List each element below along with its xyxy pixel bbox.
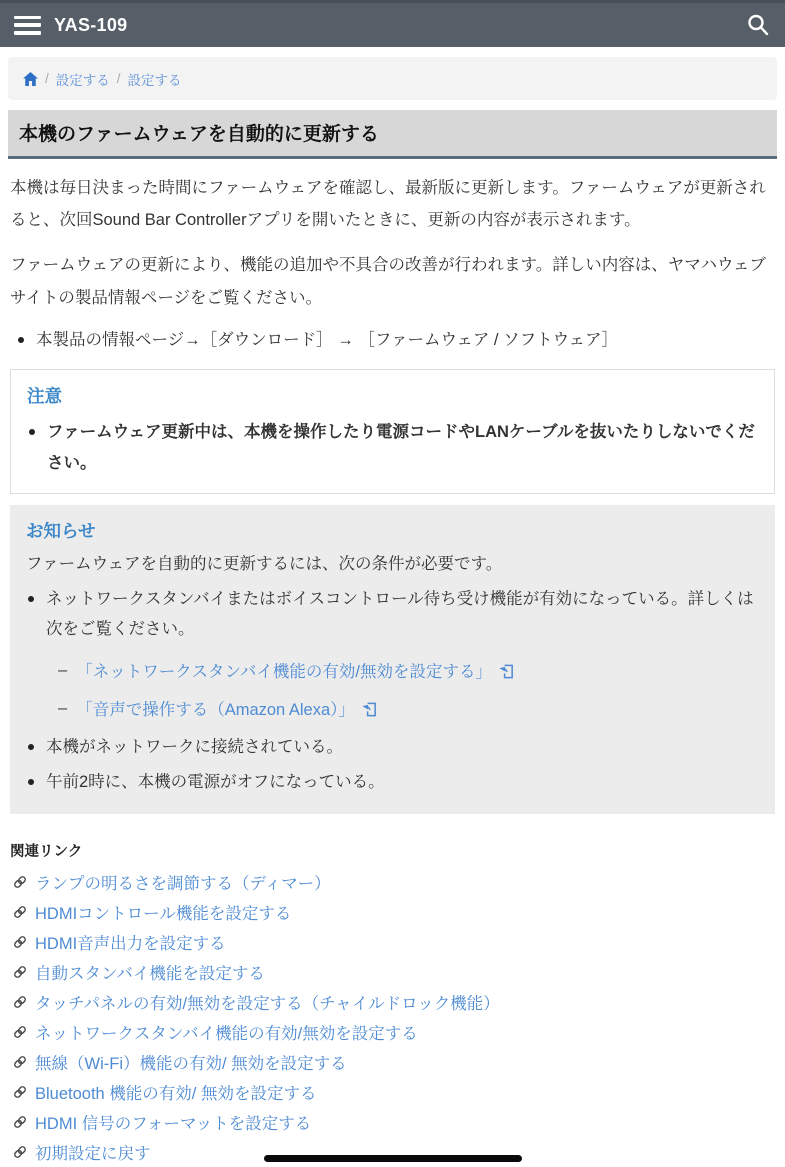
link-chain-icon	[12, 1054, 28, 1070]
link-wifi-enable[interactable]: 無線（Wi-Fi）機能の有効/ 無効を設定する	[35, 1054, 347, 1073]
bullet-dot	[28, 596, 34, 602]
link-network-standby[interactable]: ネットワークスタンバイ機能の有効/無効を設定する	[35, 1024, 418, 1043]
related-link-row	[10, 957, 775, 987]
link-label: 「ネットワークスタンバイ機能の有効/無効を設定する」	[76, 663, 492, 682]
bullet-dot	[28, 779, 34, 785]
notice-item-standby	[26, 585, 759, 644]
link-auto-standby[interactable]: 自動スタンバイ機能を設定する	[35, 964, 265, 983]
link-touch-panel-child-lock[interactable]: タッチパネルの有効/無効を設定する（チャイルドロック機能）	[35, 994, 500, 1013]
bullet-dot	[29, 429, 35, 435]
caution-heading: 注意	[27, 386, 62, 407]
info-page-path: 本製品の情報ページ→［ダウンロード］ → ［ファームウェア / ソフトウェア］	[36, 330, 618, 349]
link-chain-icon	[12, 1024, 28, 1040]
related-link-row	[10, 1017, 775, 1047]
main-content	[0, 172, 785, 1167]
intro-paragraph-1: 本機は毎日決まった時間にファームウェアを確認し、最新版に更新します。ファームウェアが更新されると、次回Sound Bar Controllerアプリを開いたときに、更新の内容が表示されます。	[10, 179, 766, 230]
notice-item-power-off-text: 午前2時に、本機の電源がオフになっている。	[46, 772, 385, 791]
notice-item-standby-text: ネットワークスタンバイまたはボイスコントロール待ち受け機能が有効になっている。詳しくは次をご覧ください。	[46, 589, 754, 638]
related-link-row	[10, 927, 775, 957]
link-bluetooth-enable[interactable]: Bluetooth 機能の有効/ 無効を設定する	[35, 1084, 317, 1103]
link-factory-reset[interactable]: 初期設定に戻す	[35, 1144, 151, 1163]
link-hdmi-signal-format[interactable]: HDMI 信号のフォーマットを設定する	[35, 1114, 312, 1133]
search-icon[interactable]	[744, 11, 772, 39]
related-link-row	[10, 867, 775, 897]
link-hdmi-control[interactable]: HDMIコントロール機能を設定する	[35, 904, 292, 923]
notice-sublink-row	[58, 696, 759, 720]
bullet-dot	[28, 744, 34, 750]
link-chain-icon	[12, 1144, 28, 1160]
related-link-row	[10, 897, 775, 927]
link-chain-icon	[12, 904, 28, 920]
caution-text: ファームウェア更新中は、本機を操作したり電源コードやLANケーブルを抜いたりしないでください。	[47, 423, 755, 472]
bullet-dot	[18, 337, 24, 343]
breadcrumb-home[interactable]	[23, 72, 38, 86]
link-chain-icon	[12, 874, 28, 890]
notice-heading: お知らせ	[26, 521, 96, 542]
app-title: YAS-109	[54, 14, 128, 35]
intro-paragraph-2: ファームウェアの更新により、機能の追加や不具合の改善が行われます。詳しい内容は、ヤマハウェブサイトの製品情報ページをご覧ください。	[10, 256, 766, 307]
breadcrumb-item-settings-1[interactable]: 設定する	[55, 72, 110, 88]
dash-marker: –	[58, 660, 68, 679]
page-jump-icon	[361, 701, 378, 718]
link-label: 「音声で操作する（Amazon Alexa）」	[76, 701, 355, 720]
breadcrumb-item-settings-2[interactable]: 設定する	[127, 72, 182, 88]
link-dimmer[interactable]: ランプの明るさを調節する（ディマー）	[35, 874, 331, 893]
dash-marker: –	[58, 698, 68, 717]
link-network-standby-setting[interactable]	[76, 658, 515, 682]
page-title: 本機のファームウェアを自動的に更新する	[8, 110, 777, 159]
page-jump-icon	[498, 663, 515, 680]
breadcrumb-separator: /	[116, 71, 121, 86]
notice-item-network-text: 本機がネットワークに接続されている。	[46, 738, 343, 757]
notice-box	[10, 505, 775, 813]
home-icon	[23, 72, 38, 86]
related-link-row	[10, 1047, 775, 1077]
link-chain-icon	[12, 994, 28, 1010]
related-links-heading: 関連リンク	[10, 843, 83, 860]
app-header	[0, 0, 785, 47]
related-link-row	[10, 1107, 775, 1137]
breadcrumb-separator: /	[45, 71, 49, 86]
related-link-row	[10, 1077, 775, 1107]
caution-item	[27, 417, 758, 478]
link-chain-icon	[12, 1114, 28, 1130]
notice-sublink-row	[58, 658, 759, 682]
link-chain-icon	[12, 934, 28, 950]
link-chain-icon	[12, 964, 28, 980]
list-item	[10, 325, 775, 356]
notice-intro: ファームウェアを自動的に更新するには、次の条件が必要です。	[26, 555, 503, 574]
breadcrumb	[8, 57, 777, 100]
notice-item-network	[26, 733, 759, 763]
related-link-row	[10, 1137, 775, 1167]
menu-icon[interactable]	[14, 16, 41, 35]
home-indicator[interactable]	[264, 1155, 522, 1162]
link-chain-icon	[12, 1084, 28, 1100]
notice-item-power-off	[26, 768, 759, 798]
related-link-row	[10, 987, 775, 1017]
link-voice-control-alexa[interactable]	[76, 696, 378, 720]
caution-box	[10, 369, 775, 494]
link-hdmi-audio-out[interactable]: HDMI音声出力を設定する	[35, 934, 226, 953]
